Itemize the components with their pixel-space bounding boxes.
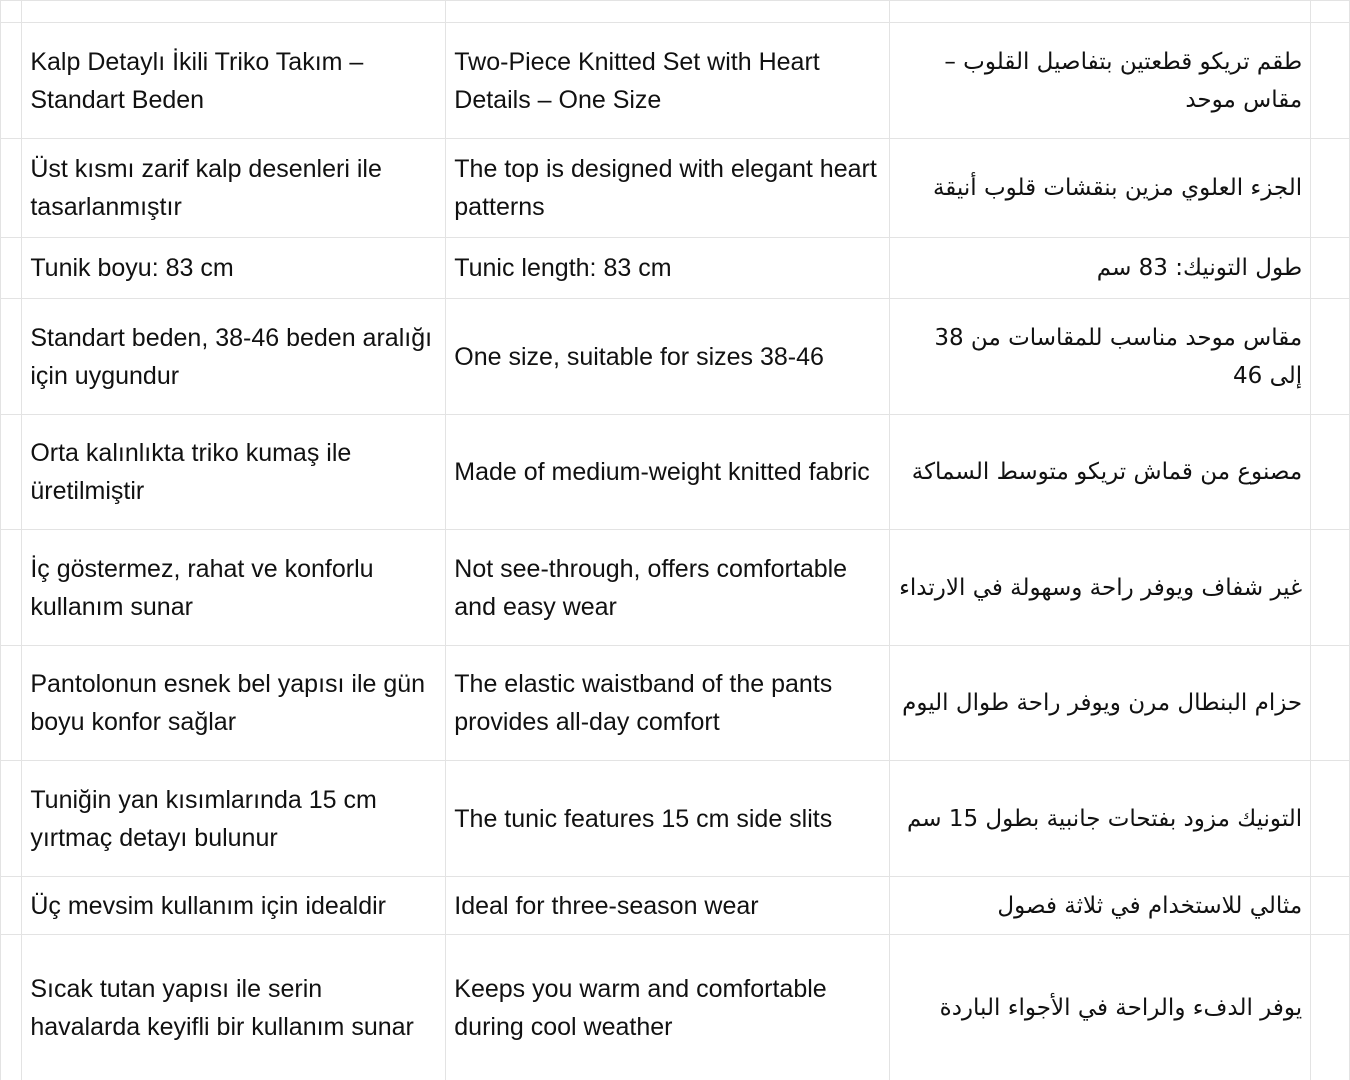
arabic-cell[interactable]: مصنوع من قماش تريكو متوسط السماكة — [889, 415, 1310, 530]
row-stub-cell — [1311, 238, 1350, 299]
row-stub-cell — [1, 935, 22, 1080]
table-row — [1, 415, 1350, 530]
turkish-cell[interactable]: Pantolonun esnek bel yapısı ile gün boyu konfor sağlar — [22, 646, 446, 761]
english-cell[interactable]: Tunic length: 83 cm — [446, 238, 890, 299]
arabic-cell[interactable]: مثالي للاستخدام في ثلاثة فصول — [889, 877, 1310, 935]
cell[interactable] — [446, 1, 890, 23]
cell[interactable] — [22, 1, 446, 23]
row-stub-cell — [1311, 1, 1350, 23]
table-row — [1, 646, 1350, 761]
english-cell[interactable]: The top is designed with elegant heart patterns — [446, 139, 890, 238]
english-cell[interactable]: The elastic waistband of the pants provides all-day comfort — [446, 646, 890, 761]
row-stub-cell — [1311, 23, 1350, 139]
row-stub-cell — [1311, 646, 1350, 761]
row-stub-cell — [1311, 935, 1350, 1080]
arabic-cell[interactable]: غير شفاف ويوفر راحة وسهولة في الارتداء — [889, 530, 1310, 646]
table-row — [1, 139, 1350, 238]
english-cell[interactable]: Two-Piece Knitted Set with Heart Details – One Size — [446, 23, 890, 139]
english-cell[interactable]: One size, suitable for sizes 38-46 — [446, 299, 890, 415]
row-stub-cell — [1, 877, 22, 935]
row-stub-cell — [1, 1, 22, 23]
english-cell[interactable]: Not see-through, offers comfortable and easy wear — [446, 530, 890, 646]
english-cell[interactable]: Keeps you warm and comfortable during cool weather — [446, 935, 890, 1080]
turkish-cell[interactable]: Üç mevsim kullanım için idealdir — [22, 877, 446, 935]
turkish-cell[interactable]: Üst kısmı zarif kalp desenleri ile tasarlanmıştır — [22, 139, 446, 238]
turkish-cell[interactable]: Tuniğin yan kısımlarında 15 cm yırtmaç detayı bulunur — [22, 761, 446, 877]
arabic-cell[interactable]: حزام البنطال مرن ويوفر راحة طوال اليوم — [889, 646, 1310, 761]
row-stub-cell — [1311, 139, 1350, 238]
cell[interactable] — [889, 1, 1310, 23]
turkish-cell[interactable]: Standart beden, 38-46 beden aralığı için uygundur — [22, 299, 446, 415]
table-row-top-partial — [1, 1, 1350, 23]
row-stub-cell — [1, 530, 22, 646]
table-row — [1, 238, 1350, 299]
table-row — [1, 530, 1350, 646]
turkish-cell[interactable]: Kalp Detaylı İkili Triko Takım – Standart Beden — [22, 23, 446, 139]
turkish-cell[interactable]: Sıcak tutan yapısı ile serin havalarda keyifli bir kullanım sunar — [22, 935, 446, 1080]
table-row — [1, 877, 1350, 935]
turkish-cell[interactable]: Tunik boyu: 83 cm — [22, 238, 446, 299]
row-stub-cell — [1, 23, 22, 139]
row-stub-cell — [1, 415, 22, 530]
row-stub-cell — [1, 646, 22, 761]
table-row — [1, 23, 1350, 139]
row-stub-cell — [1311, 877, 1350, 935]
arabic-cell[interactable]: يوفر الدفء والراحة في الأجواء الباردة — [889, 935, 1310, 1080]
row-stub-cell — [1, 238, 22, 299]
table-row — [1, 761, 1350, 877]
english-cell[interactable]: The tunic features 15 cm side slits — [446, 761, 890, 877]
arabic-cell[interactable]: طول التونيك: 83 سم — [889, 238, 1310, 299]
arabic-cell[interactable]: التونيك مزود بفتحات جانبية بطول 15 سم — [889, 761, 1310, 877]
row-stub-cell — [1311, 299, 1350, 415]
arabic-cell[interactable]: الجزء العلوي مزين بنقشات قلوب أنيقة — [889, 139, 1310, 238]
turkish-cell[interactable]: Orta kalınlıkta triko kumaş ile üretilmiştir — [22, 415, 446, 530]
row-stub-cell — [1311, 530, 1350, 646]
row-stub-cell — [1311, 415, 1350, 530]
arabic-cell[interactable]: طقم تريكو قطعتين بتفاصيل القلوب – مقاس موحد — [889, 23, 1310, 139]
row-stub-cell — [1, 139, 22, 238]
english-cell[interactable]: Ideal for three-season wear — [446, 877, 890, 935]
table-row — [1, 299, 1350, 415]
arabic-cell[interactable]: مقاس موحد مناسب للمقاسات من 38 إلى 46 — [889, 299, 1310, 415]
table-row — [1, 935, 1350, 1080]
row-stub-cell — [1, 761, 22, 877]
turkish-cell[interactable]: İç göstermez, rahat ve konforlu kullanım sunar — [22, 530, 446, 646]
english-cell[interactable]: Made of medium-weight knitted fabric — [446, 415, 890, 530]
row-stub-cell — [1311, 761, 1350, 877]
row-stub-cell — [1, 299, 22, 415]
